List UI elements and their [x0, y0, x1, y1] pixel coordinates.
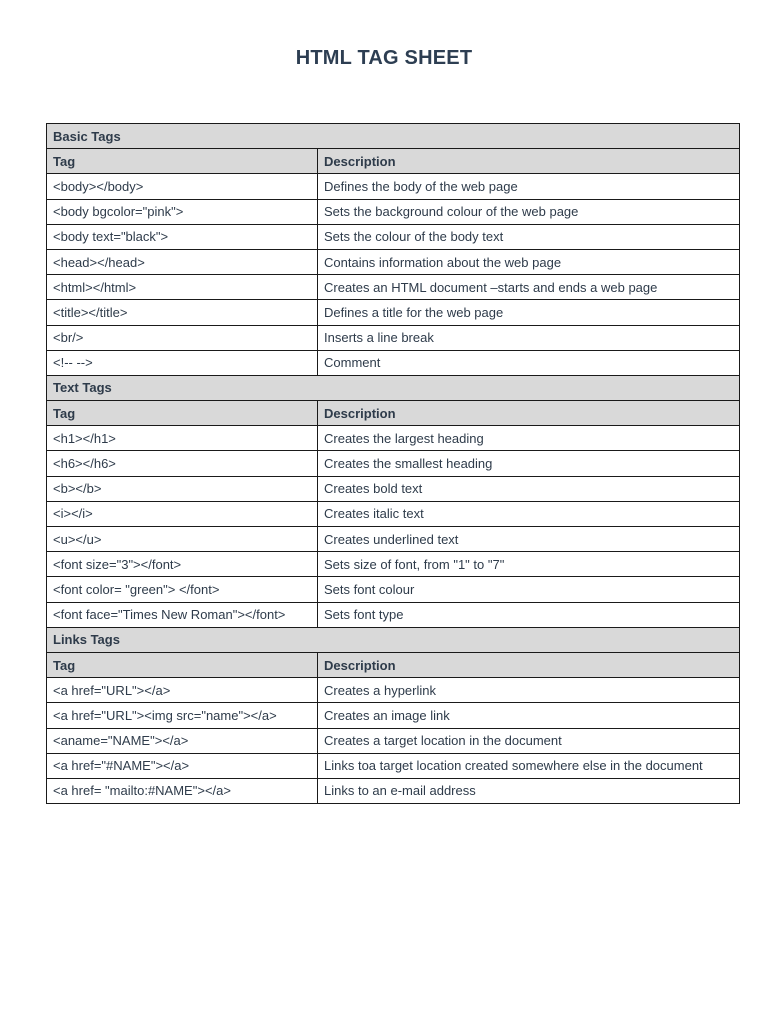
- tag-cell: <br/>: [47, 325, 318, 350]
- table-row: [47, 275, 740, 300]
- description-cell: Comment: [318, 350, 740, 375]
- table-row: [47, 728, 740, 753]
- column-header-description: Description: [318, 652, 740, 677]
- table-row: [47, 224, 740, 249]
- tag-cell: <a href="URL"></a>: [47, 678, 318, 703]
- description-cell: Creates the largest heading: [318, 426, 740, 451]
- table-row: [47, 300, 740, 325]
- table-row: [47, 199, 740, 224]
- table-row: [47, 778, 740, 803]
- tag-cell: <a href="URL"><img src="name"></a>: [47, 703, 318, 728]
- description-cell: Creates a hyperlink: [318, 678, 740, 703]
- tag-cell: <head></head>: [47, 249, 318, 274]
- description-cell: Creates a target location in the document: [318, 728, 740, 753]
- table-row: [47, 703, 740, 728]
- section-title: Text Tags: [47, 375, 740, 400]
- tag-cell: <b></b>: [47, 476, 318, 501]
- description-cell: Defines a title for the web page: [318, 300, 740, 325]
- description-cell: Sets font type: [318, 602, 740, 627]
- tag-sheet-table: [46, 123, 740, 804]
- tag-cell: <aname="NAME"></a>: [47, 728, 318, 753]
- table-row: [47, 552, 740, 577]
- section-row-text-tags: [47, 375, 740, 400]
- tag-cell: <a href= "mailto:#NAME"></a>: [47, 778, 318, 803]
- column-header-tag: Tag: [47, 652, 318, 677]
- column-header-tag: Tag: [47, 401, 318, 426]
- tag-cell: <a href="#NAME"></a>: [47, 753, 318, 778]
- description-cell: Links to an e-mail address: [318, 778, 740, 803]
- description-cell: Sets font colour: [318, 577, 740, 602]
- description-cell: Sets size of font, from "1" to "7": [318, 552, 740, 577]
- column-header-description: Description: [318, 401, 740, 426]
- description-cell: Sets the background colour of the web page: [318, 199, 740, 224]
- description-cell: Creates bold text: [318, 476, 740, 501]
- description-cell: Contains information about the web page: [318, 249, 740, 274]
- table-row: [47, 753, 740, 778]
- description-cell: Defines the body of the web page: [318, 174, 740, 199]
- column-header-description: Description: [318, 149, 740, 174]
- table-row: [47, 577, 740, 602]
- table-row: [47, 249, 740, 274]
- description-cell: Creates the smallest heading: [318, 451, 740, 476]
- description-cell: Creates italic text: [318, 501, 740, 526]
- tag-sheet-body: [47, 124, 740, 804]
- description-cell: Sets the colour of the body text: [318, 224, 740, 249]
- table-row: [47, 527, 740, 552]
- table-row: [47, 501, 740, 526]
- tag-cell: <u></u>: [47, 527, 318, 552]
- table-row: [47, 350, 740, 375]
- section-row-basic-tags: [47, 124, 740, 149]
- tag-cell: <title></title>: [47, 300, 318, 325]
- tag-cell: <!-- -->: [47, 350, 318, 375]
- tag-cell: <h1></h1>: [47, 426, 318, 451]
- table-row: [47, 426, 740, 451]
- column-header-row: [47, 652, 740, 677]
- description-cell: Creates an image link: [318, 703, 740, 728]
- section-title: Links Tags: [47, 627, 740, 652]
- table-row: [47, 451, 740, 476]
- section-row-links-tags: [47, 627, 740, 652]
- table-row: [47, 678, 740, 703]
- section-title: Basic Tags: [47, 124, 740, 149]
- table-row: [47, 174, 740, 199]
- column-header-tag: Tag: [47, 149, 318, 174]
- description-cell: Creates an HTML document –starts and ends a web page: [318, 275, 740, 300]
- column-header-row: [47, 401, 740, 426]
- tag-cell: <html></html>: [47, 275, 318, 300]
- column-header-row: [47, 149, 740, 174]
- tag-cell: <i></i>: [47, 501, 318, 526]
- table-row: [47, 325, 740, 350]
- tag-cell: <font face="Times New Roman"></font>: [47, 602, 318, 627]
- table-row: [47, 476, 740, 501]
- page-title: HTML TAG SHEET: [295, 47, 473, 69]
- tag-cell: <h6></h6>: [47, 451, 318, 476]
- tag-cell: <body bgcolor="pink">: [47, 199, 318, 224]
- description-cell: Inserts a line break: [318, 325, 740, 350]
- table-row: [47, 602, 740, 627]
- tag-cell: <font color= "green"> </font>: [47, 577, 318, 602]
- tag-cell: <body text="black">: [47, 224, 318, 249]
- description-cell: Creates underlined text: [318, 527, 740, 552]
- description-cell: Links toa target location created somewhere else in the document: [318, 753, 740, 778]
- tag-cell: <font size="3"></font>: [47, 552, 318, 577]
- tag-cell: <body></body>: [47, 174, 318, 199]
